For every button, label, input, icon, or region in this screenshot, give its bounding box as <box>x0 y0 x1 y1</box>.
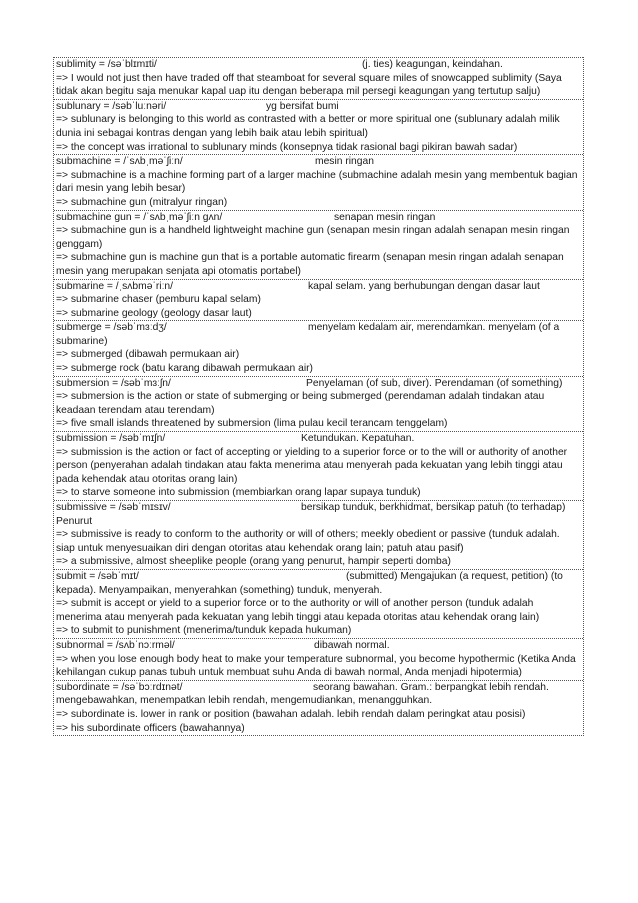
dictionary-entry <box>54 638 583 680</box>
dictionary-entry <box>54 376 583 431</box>
entry-header <box>56 681 581 708</box>
entry-definition: (j. ties) keagungan, keindahan. <box>362 59 503 70</box>
entry-header <box>56 155 581 169</box>
entry-example: => submerged (dibawah permukaan air) <box>56 349 240 361</box>
entry-definition: seorang bawahan. Gram.: berpangkat lebih rendah. mengebawahkan, menempatkan lebih rendah, mengemudiankan, menangguhkan. <box>56 681 549 707</box>
entry-example: => submersion is the action or state of submerging or being submerged (perendaman adalah tindakan atau keadaan terendam atau terendam) <box>56 391 545 416</box>
dictionary-entry <box>54 210 583 279</box>
entry-example: => submachine gun is machine gun that is a portable automatic firearm (senapan mesin ringan adalah senapan mesin yang merupakan senjata api otomatis portabel) <box>56 252 564 277</box>
entry-example: => sublunary is belonging to this world as contrasted with a better or more spiritual one (sublunary adalah milik dunia ini sebagai kontras dengan yang lebih baik atau lebih spiritual) <box>56 114 560 139</box>
entry-definition: menyelam kedalam air, merendamkan. menyelam (of a submarine) <box>56 322 560 347</box>
entry-word: submission = /səbˈmɪʃn/ <box>56 433 166 445</box>
entry-example: => submarine chaser (pemburu kapal selam) <box>56 294 261 306</box>
entry-example: => to submit to punishment (menerima/tunduk kepada hukuman) <box>56 625 352 637</box>
entry-header <box>56 432 581 446</box>
entry-example: => submachine gun is a handheld lightweight machine gun (senapan mesin ringan adalah senapan mesin ringan genggam) <box>56 225 570 250</box>
entry-definition: Penyelaman (of sub, diver). Perendaman (of something) <box>306 377 563 389</box>
entry-example: => submit is accept or yield to a superior force or to the authority or will of another person (tunduk adalah menerima atau menyerah pada kekuatan yang lebih tinggi atau kepada otoritas atau kehendak orang lain) <box>56 598 540 623</box>
entry-definition: (submitted) Mengajukan (a request, petition) (to kepada). Menyampaikan, menyerahkan (something) tunduk, menyerah. <box>56 570 563 596</box>
dictionary-entries <box>53 57 584 736</box>
dictionary-entry <box>54 320 583 375</box>
dictionary-entry <box>54 680 583 735</box>
entry-example: => five small islands threatened by submersion (lima pulau kecil terancam tenggelam) <box>56 418 448 430</box>
entry-header <box>56 100 581 114</box>
entry-header <box>56 58 581 72</box>
entry-header <box>56 501 581 528</box>
dictionary-entry <box>54 431 583 500</box>
entry-definition: dibawah normal. <box>314 639 390 651</box>
entry-example: => to starve someone into submission (membiarkan orang lapar supaya tunduk) <box>56 487 421 499</box>
entry-word: sublimity = /səˈblɪmɪti/ <box>56 59 157 70</box>
entry-word: subordinate = /səˈbɔːrdɪnət/ <box>56 681 183 693</box>
entry-example: => a submissive, almost sheeplike people (orang yang penurut, hampir seperti domba) <box>56 556 451 568</box>
entry-word: submarine = /ˌsʌbməˈriːn/ <box>56 280 174 292</box>
entry-example: => submarine geology (geology dasar laut) <box>56 307 252 319</box>
dictionary-entry <box>54 57 583 99</box>
entry-header <box>56 280 581 294</box>
entry-definition: senapan mesin ringan <box>334 211 436 223</box>
entry-example: => the concept was irrational to sublunary minds (konsepnya tidak rasional bagi pikiran bawah sadar) <box>56 141 518 153</box>
entry-definition: bersikap tunduk, berkhidmat, bersikap patuh (to terhadap) Penurut <box>56 502 566 527</box>
entry-definition: yg bersifat bumi <box>266 100 339 112</box>
entry-example: => submachine is a machine forming part of a larger machine (submachine adalah mesin yang membentuk bagian dari mesin yang lebih besar) <box>56 169 578 195</box>
entry-example: => submission is the action or fact of accepting or yielding to a superior force or to the will or authority of another person (penyerahan adalah tindakan atau fakta menerima atau menyerah pada kekuatan yang lebih tinggi atau pada kehendak atau otoritas orang lain) <box>56 446 568 485</box>
entry-word: sublunary = /səbˈluːnəri/ <box>56 100 167 112</box>
entry-header <box>56 211 581 225</box>
entry-word: submit = /səbˈmɪt/ <box>56 570 139 582</box>
entry-header <box>56 639 581 653</box>
dictionary-entry <box>54 154 583 209</box>
entry-word: submachine gun = /ˈsʌbˌməˈʃiːn ɡʌn/ <box>56 211 223 223</box>
entry-definition: kapal selam. yang berhubungan dengan dasar laut <box>308 280 540 292</box>
entry-word: submachine = /ˈsʌbˌməˈʃiːn/ <box>56 156 183 168</box>
dictionary-entry <box>54 569 583 638</box>
dictionary-entry <box>54 99 583 154</box>
entry-example: => subordinate is. lower in rank or position (bawahan adalah. lebih rendah dalam peringkat atau posisi) <box>56 708 526 720</box>
entry-header <box>56 321 581 348</box>
entry-example: => when you lose enough body heat to make your temperature subnormal, you become hypothermic (Ketika Anda kehilangan cukup panas tubuh untuk membuat suhu Anda di bawah normal, Anda menjadi hipotermia) <box>56 653 576 679</box>
entry-example: => I would not just then have traded off that steamboat for several square miles of snowcapped sublimity (Saya tidak akan begitu saja menukar kapal uap itu dengan beberapa mil persegi keagungan yang tertutup salju) <box>56 72 562 98</box>
entry-word: subnormal = /sʌbˈnɔːrməl/ <box>56 639 175 651</box>
entry-header <box>56 570 581 597</box>
entry-example: => submerge rock (batu karang dibawah permukaan air) <box>56 363 313 375</box>
entry-example: => submissive is ready to conform to the authority or will of others; meekly obedient or passive (tunduk adalah. siap untuk menyesuaikan diri dengan otoritas atau kehendak orang lain; patuh atau pasif) <box>56 529 560 554</box>
entry-word: submissive = /səbˈmɪsɪv/ <box>56 502 171 513</box>
entry-example: => his subordinate officers (bawahannya) <box>56 722 245 734</box>
dictionary-entry <box>54 500 583 569</box>
entry-word: submersion = /səbˈmɜːʃn/ <box>56 377 171 389</box>
entry-definition: Ketundukan. Kepatuhan. <box>301 433 415 445</box>
entry-header <box>56 377 581 391</box>
entry-definition: mesin ringan <box>315 156 374 168</box>
entry-word: submerge = /səbˈmɜːdʒ/ <box>56 322 167 334</box>
entry-example: => submachine gun (mitralyur ringan) <box>56 196 228 208</box>
dictionary-entry <box>54 279 583 321</box>
